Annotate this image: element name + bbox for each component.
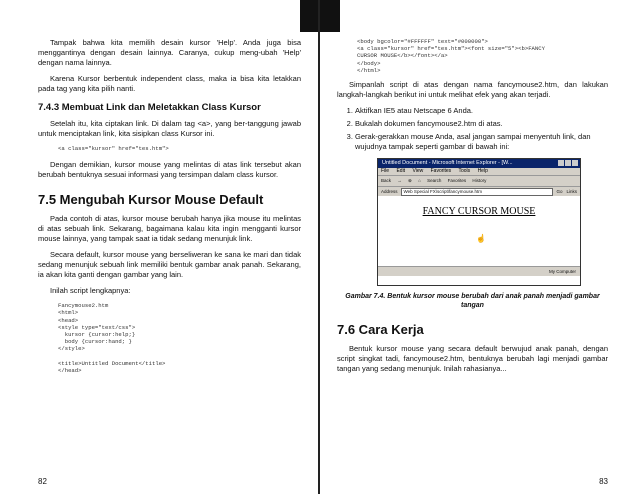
figure-caption: Gambar 7.4. Bentuk kursor mouse berubah dari anak panah menjadi gambar tangan (345, 293, 600, 310)
browser-content (378, 196, 580, 276)
section-heading-7-6: 7.6 Cara Kerja (337, 322, 424, 338)
menu-item-favorites: Favorites (430, 168, 452, 175)
close-icon (572, 160, 578, 166)
hand-cursor-icon: ☝ (476, 234, 486, 244)
page-number: 82 (38, 477, 47, 486)
menu-item-view: View (412, 168, 424, 175)
list-item: 2. Bukalah dokumen fancymouse2.htm di atas. (355, 119, 608, 129)
code-listing: Fancymouse2.htm <html> <head> <style type="text/css"> kursor {cursor:help;} body {cursor:hand; } </style> <title>Untitled Document</title> </head> (58, 302, 166, 375)
paragraph: Setelah itu, kita ciptakan link. Di dalam tag <a>, yang ber-tanggung jawab untuk menciptakan link, kita sisipkan class Kursor ini. (38, 119, 301, 138)
page-number: 83 (599, 477, 608, 486)
menu-item-file: File (381, 168, 390, 175)
status-zone: My Computer (548, 269, 576, 275)
paragraph: Inilah script lengkapnya: (50, 286, 131, 296)
favorites-button: Favorites (447, 178, 467, 184)
address-field: Web Special FX\script\fancymouse.htm (401, 188, 554, 196)
paragraph: Pada contoh di atas, kursor mouse berubah hanya jika mouse itu melintas di atas sebuah link. Sekarang, bagaimana kalau kita ingin mengganti kursor mouse lainnya, yang tampak saat ia tidak sedang menunjuk link. (38, 214, 301, 244)
menu-item-tools: Tools (458, 168, 471, 175)
minimize-icon (558, 160, 564, 166)
paragraph: Simpanlah script di atas dengan nama fancymouse2.htm, dan lakukan langkah-langkah berikut ini untuk melihat efek yang akan terjadi. (337, 80, 608, 100)
links-button: Links (566, 189, 577, 195)
menu-item-edit: Edit (396, 168, 406, 175)
window-controls (557, 160, 578, 170)
code-listing: <body bgcolor="#FFFFFF" text="#000000"> <a class="kursor" href="tes.htm"><font size="5"><b>FANCY CURSOR MOUSE</b></font></a> </body> </html> (357, 38, 545, 74)
list-item: 3. Gerak-gerakkan mouse Anda, asal jangan sampai menyentuh link, dan wujudnya tampak seperti gambar di bawah ini: (355, 132, 608, 152)
search-button: Search (427, 178, 442, 184)
history-button: History (472, 178, 487, 184)
browser-menu-bar (378, 168, 580, 175)
browser-toolbar (378, 175, 580, 186)
paragraph: Tampak bahwa kita memilih desain kursor 'Help'. Anda juga bisa menggantinya dengan desain lainnya. Caranya, cukup meng-ubah 'Help' dengan nama lainnya. (38, 38, 301, 67)
paragraph: Dengan demikian, kursor mouse yang melintas di atas link tersebut akan berubah bentuknya sesuai informasi yang tersimpan dalam class kursor. (38, 160, 301, 180)
home-icon: ⌂ (418, 178, 421, 184)
paragraph: Secara default, kursor mouse yang berseliweran ke sana ke mari dan tidak sedang menunjuk sebuah link memiliki bentuk gambar anak panah. Sekarang, ia akan kita ganti dengan gambar yang lain. (38, 250, 301, 280)
menu-item-help: Help (477, 168, 488, 175)
address-label: Address (381, 189, 398, 195)
forward-icon: → (397, 178, 402, 184)
browser-screenshot (377, 158, 581, 286)
browser-status-bar (378, 266, 580, 276)
go-button: Go (556, 189, 563, 195)
right-page (319, 0, 638, 494)
paragraph: Karena Kursor berbentuk independent class, maka ia bisa kita letakkan pada tag yang kita pilih nanti. (38, 74, 301, 93)
browser-title: Untitled Document - Microsoft Internet Explorer - [W... (382, 160, 513, 167)
steps-list (337, 106, 608, 152)
paragraph: Bentuk kursor mouse yang secara default berwujud anak panah, dengan script singkat tadi, fancymouse2.htm, bentuknya berubah lagi menjadi gambar tangan yang sedang menunjuk. Inilah rahasianya... (337, 344, 608, 374)
section-heading-7-5: 7.5 Mengubah Kursor Mouse Default (38, 192, 264, 208)
fancy-cursor-link: FANCY CURSOR MOUSE (422, 206, 536, 218)
back-button: Back (381, 178, 392, 184)
list-item: 1. Aktifkan IE5 atau Netscape 6 Anda. (355, 106, 608, 116)
section-heading-7-4-3: 7.4.3 Membuat Link dan Meletakkan Class Kursor (38, 102, 261, 113)
maximize-icon (565, 160, 571, 166)
code-snippet: <a class="kursor" href="tes.htm"> (58, 145, 169, 152)
stop-icon: ⊗ (408, 178, 412, 184)
browser-title-bar (378, 159, 580, 168)
browser-address-bar (378, 186, 580, 196)
